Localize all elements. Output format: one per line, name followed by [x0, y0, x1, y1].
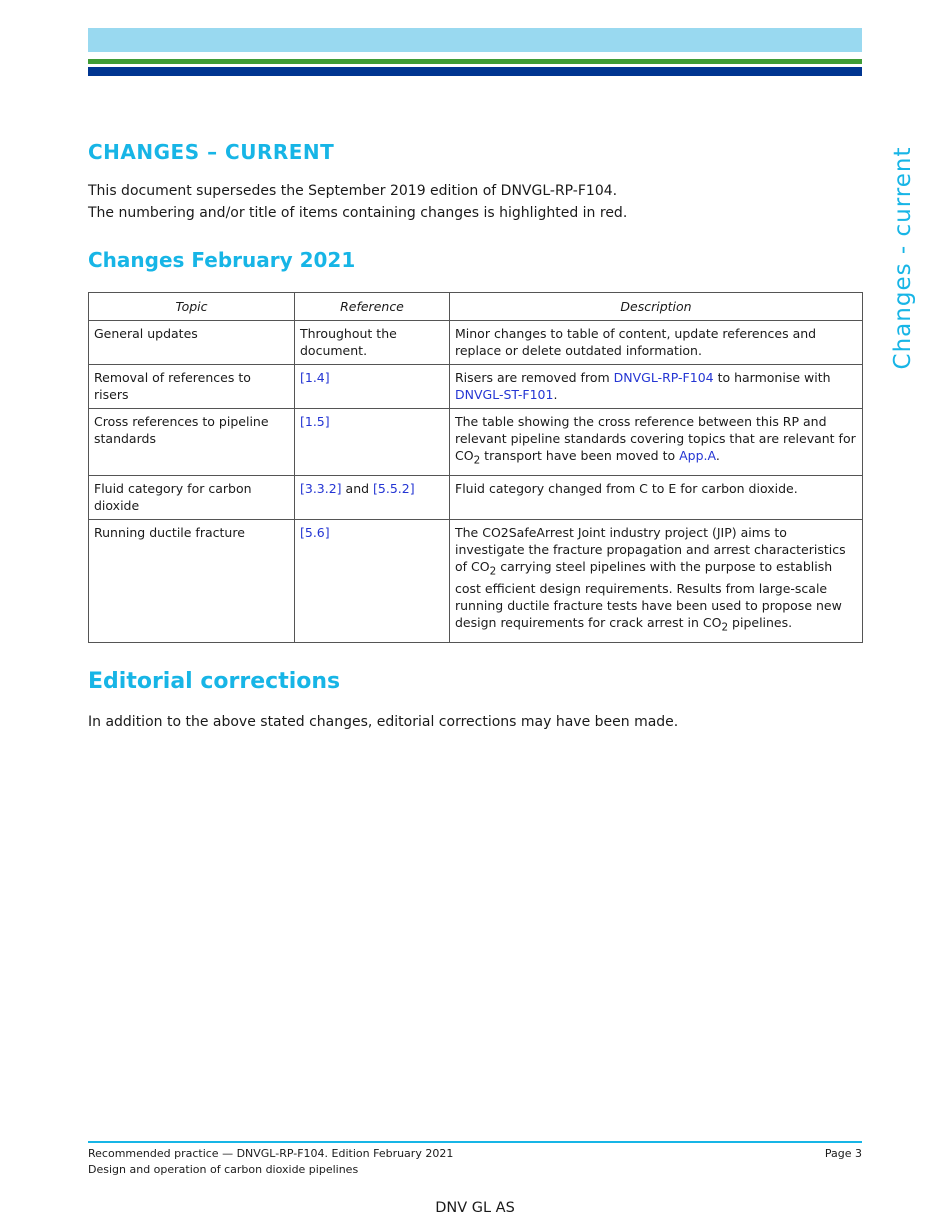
table-row [89, 519, 863, 642]
header-bar-navy [88, 67, 862, 76]
description-text: The CO2SafeArrest Joint industry project (JIP) aims to investigate the fracture propagation and arrest characteristics of CO [455, 524, 846, 574]
table-row [89, 475, 863, 519]
reference-link[interactable]: [5.6] [300, 524, 330, 540]
description-text: to harmonise with [713, 370, 831, 385]
page-number: Page 3 [824, 1147, 862, 1160]
subscript: 2 [721, 621, 729, 634]
cell-reference [295, 519, 450, 642]
subscript: 2 [489, 565, 497, 577]
subscript: 2 [473, 454, 481, 467]
description-text: carrying steel pipelines with the purpose to establish cost efficient design requirements. Results from large-scale running ductile fracture tests have been used to propose new design requirements for crack arrest in CO [455, 558, 842, 630]
changes-table [88, 292, 863, 643]
reference-link[interactable]: [3.3.2] [300, 480, 342, 496]
cell-topic: Removal of references to risers [89, 365, 295, 409]
footer-line2: Design and operation of carbon dioxide pipelines [88, 1163, 359, 1176]
side-title: Changes - current [890, 146, 916, 370]
intro-line: The numbering and/or title of items containing changes is highlighted in red. [88, 205, 628, 221]
description-text: pipelines. [728, 615, 793, 630]
cell-reference [295, 475, 450, 519]
description-text: Risers are removed from [455, 370, 614, 385]
cell-topic: Cross references to pipeline standards [89, 409, 295, 476]
page-content [88, 136, 862, 733]
intro [88, 180, 862, 224]
header-bar-green [88, 59, 862, 64]
table-row [89, 409, 863, 476]
footer-left [88, 1146, 453, 1178]
cell-description [450, 365, 863, 409]
cell-description: Minor changes to table of content, update references and replace or delete outdated information. [450, 321, 863, 365]
editorial-text: In addition to the above stated changes, editorial corrections may have been made. [88, 713, 679, 730]
header-bar-light [88, 28, 862, 52]
cell-topic: Running ductile fracture [89, 519, 295, 642]
cell-reference: Throughout the document. [295, 321, 450, 365]
header-reference: Reference [295, 293, 450, 321]
reference-and: and [341, 480, 374, 496]
description-text: . [715, 448, 720, 463]
appendix-link[interactable]: App.A [679, 448, 716, 463]
reference-link[interactable]: [5.5.2] [373, 480, 415, 496]
cell-topic: Fluid category for carbon dioxide [89, 475, 295, 519]
page-title: CHANGES – CURRENT [88, 140, 335, 164]
cell-topic: General updates [89, 321, 295, 365]
changes-heading: Changes February 2021 [88, 248, 356, 272]
header-description: Description [450, 293, 863, 321]
table-row [89, 321, 863, 365]
reference-link[interactable]: [1.5] [300, 414, 330, 429]
description-text: . [553, 387, 558, 402]
editorial-heading: Editorial corrections [88, 668, 341, 694]
cell-description: Fluid category changed from C to E for carbon dioxide. [450, 475, 863, 519]
standard-link[interactable]: DNVGL-RP-F104 [613, 370, 714, 385]
header-topic: Topic [89, 293, 295, 321]
table-row [89, 365, 863, 409]
cell-description [450, 519, 863, 642]
description-text: transport have been moved to [480, 448, 680, 463]
footer-line1: Recommended practice — DNVGL-RP-F104. Edition February 2021 [88, 1147, 454, 1160]
cell-reference [295, 409, 450, 476]
cell-reference [295, 365, 450, 409]
cell-description [450, 409, 863, 476]
footer-rule [88, 1141, 862, 1143]
standard-link[interactable]: DNVGL-ST-F101 [455, 387, 554, 402]
company-name: DNV GL AS [435, 1200, 515, 1216]
intro-line: This document supersedes the September 2019 edition of DNVGL-RP-F104. [88, 183, 618, 199]
reference-link[interactable]: [1.4] [300, 370, 330, 385]
table-header-row [89, 293, 863, 321]
description-text: The table showing the cross reference between this RP and relevant pipeline standards covering topics that are relevant for CO [455, 414, 856, 463]
